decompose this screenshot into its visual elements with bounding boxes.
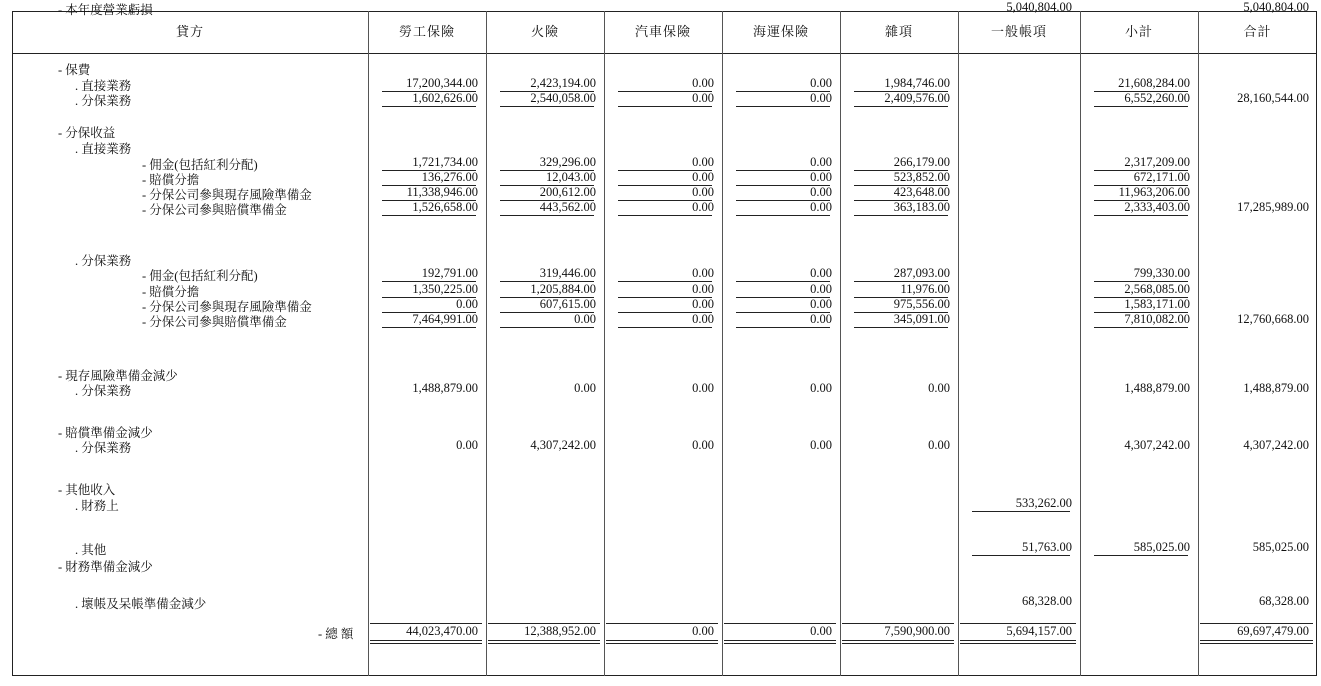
cell-total: 28,160,544.00 bbox=[1237, 91, 1309, 105]
cell-total: 4,307,242.00 bbox=[1243, 438, 1309, 452]
header-divider bbox=[12, 53, 1317, 54]
header-auto: 汽車保險 bbox=[634, 24, 691, 39]
cell-total: 68,328.00 bbox=[1259, 594, 1309, 608]
cell-underline bbox=[736, 106, 830, 107]
cell-fire: 607,615.00 bbox=[539, 297, 596, 311]
header-credit: 貸方 bbox=[175, 24, 204, 39]
header-fire: 火險 bbox=[530, 24, 559, 39]
total-double-underline bbox=[842, 640, 954, 644]
cell-underline bbox=[618, 106, 712, 107]
cell-auto: 0.00 bbox=[692, 438, 714, 452]
cell-auto: 0.00 bbox=[692, 297, 714, 311]
cell-labor: 17,200,344.00 bbox=[406, 76, 478, 90]
cell-fire: 4,307,242.00 bbox=[530, 438, 596, 452]
cell-general: 533,262.00 bbox=[1015, 496, 1072, 510]
cell-fire: 319,446.00 bbox=[539, 266, 596, 280]
cell-underline bbox=[1094, 327, 1188, 328]
row-label: . 分保業務 bbox=[75, 94, 132, 108]
cell-subtotal: 2,333,403.00 bbox=[1124, 200, 1190, 214]
cell-labor: 0.00 bbox=[456, 438, 478, 452]
cell-marine: 0.00 bbox=[810, 200, 832, 214]
cell-underline bbox=[382, 327, 476, 328]
cell-underline bbox=[1094, 106, 1188, 107]
cell-marine: 0.00 bbox=[810, 185, 832, 199]
row-label: - 保費 bbox=[58, 63, 91, 77]
row-label: - 分保公司參與現存風險準備金 bbox=[142, 300, 312, 314]
row-label: . 其他 bbox=[75, 543, 107, 557]
total-label: - 總 額 bbox=[318, 627, 354, 641]
row-label: - 現存風險準備金減少 bbox=[58, 369, 178, 383]
cell-labor: 1,526,658.00 bbox=[412, 200, 478, 214]
cell-total: 12,760,668.00 bbox=[1237, 312, 1309, 326]
total-total: 69,697,479.00 bbox=[1237, 624, 1309, 638]
cell-underline bbox=[1094, 555, 1188, 556]
cell-marine: 0.00 bbox=[810, 297, 832, 311]
cell-underline bbox=[382, 106, 476, 107]
total-fire: 12,388,952.00 bbox=[524, 624, 596, 638]
row-label: - 本年度營業虧損 bbox=[58, 3, 153, 17]
total-topline bbox=[606, 623, 718, 624]
cell-labor: 192,791.00 bbox=[421, 266, 478, 280]
cell-auto: 0.00 bbox=[692, 170, 714, 184]
header-misc: 雜項 bbox=[884, 24, 913, 39]
cell-auto: 0.00 bbox=[692, 282, 714, 296]
cell-auto: 0.00 bbox=[692, 266, 714, 280]
row-label: - 分保公司參與賠償準備金 bbox=[142, 203, 287, 217]
cell-marine: 0.00 bbox=[810, 76, 832, 90]
row-label: - 佣金(包括紅利分配) bbox=[142, 269, 258, 283]
cell-misc: 287,093.00 bbox=[893, 266, 950, 280]
row-label: . 分保業務 bbox=[75, 254, 132, 268]
column-divider bbox=[958, 11, 959, 676]
total-topline bbox=[1200, 623, 1313, 624]
row-label: - 佣金(包括紅利分配) bbox=[142, 158, 258, 172]
cell-misc: 523,852.00 bbox=[893, 170, 950, 184]
cell-fire: 0.00 bbox=[574, 312, 596, 326]
cell-marine: 0.00 bbox=[810, 266, 832, 280]
header-general: 一般帳項 bbox=[990, 24, 1047, 39]
row-label: - 賠償分擔 bbox=[142, 173, 200, 187]
cell-auto: 0.00 bbox=[692, 76, 714, 90]
cell-labor: 136,276.00 bbox=[421, 170, 478, 184]
cell-auto: 0.00 bbox=[692, 381, 714, 395]
cell-marine: 0.00 bbox=[810, 438, 832, 452]
cell-underline bbox=[618, 215, 712, 216]
total-topline bbox=[842, 623, 954, 624]
cell-general: 68,328.00 bbox=[1022, 594, 1072, 608]
cell-fire: 12,043.00 bbox=[546, 170, 596, 184]
cell-labor: 1,721,734.00 bbox=[412, 155, 478, 169]
cell-marine: 0.00 bbox=[810, 381, 832, 395]
header-subtotal: 小計 bbox=[1124, 24, 1153, 39]
row-label: - 賠償分擔 bbox=[142, 285, 200, 299]
column-divider bbox=[486, 11, 487, 676]
cell-misc: 345,091.00 bbox=[893, 312, 950, 326]
cell-underline bbox=[854, 215, 948, 216]
cell-subtotal: 6,552,260.00 bbox=[1124, 91, 1190, 105]
cell-misc: 0.00 bbox=[928, 438, 950, 452]
cell-underline bbox=[500, 106, 594, 107]
cell-fire: 329,296.00 bbox=[539, 155, 596, 169]
cell-auto: 0.00 bbox=[692, 200, 714, 214]
cell-fire: 2,423,194.00 bbox=[530, 76, 596, 90]
cell-subtotal: 799,330.00 bbox=[1133, 266, 1190, 280]
cell-underline bbox=[972, 555, 1070, 556]
header-labor: 勞工保險 bbox=[398, 24, 455, 39]
row-label: . 分保業務 bbox=[75, 441, 132, 455]
cell-labor: 1,350,225.00 bbox=[412, 282, 478, 296]
total-topline bbox=[960, 623, 1076, 624]
cell-underline bbox=[854, 327, 948, 328]
row-label: . 壞帳及呆帳準備金減少 bbox=[75, 597, 207, 611]
cell-underline bbox=[854, 106, 948, 107]
total-labor: 44,023,470.00 bbox=[406, 624, 478, 638]
total-general: 5,694,157.00 bbox=[1006, 624, 1072, 638]
cell-labor: 11,338,946.00 bbox=[406, 185, 478, 199]
cell-misc: 423,648.00 bbox=[893, 185, 950, 199]
total-double-underline bbox=[370, 640, 482, 644]
row-label: - 分保公司參與賠償準備金 bbox=[142, 315, 287, 329]
row-label: - 分保公司參與現存風險準備金 bbox=[142, 188, 312, 202]
column-divider bbox=[604, 11, 605, 676]
total-double-underline bbox=[1200, 640, 1313, 644]
cell-labor: 7,464,991.00 bbox=[412, 312, 478, 326]
row-label: - 分保收益 bbox=[58, 126, 116, 140]
row-label: - 財務準備金減少 bbox=[58, 560, 153, 574]
cell-misc: 11,976.00 bbox=[900, 282, 950, 296]
cell-underline bbox=[618, 327, 712, 328]
cell-total: 17,285,989.00 bbox=[1237, 200, 1309, 214]
cell-misc: 0.00 bbox=[928, 381, 950, 395]
cell-total: 585,025.00 bbox=[1252, 540, 1309, 554]
cell-misc: 1,984,746.00 bbox=[884, 76, 950, 90]
column-divider bbox=[1198, 11, 1199, 676]
row-label: - 其他收入 bbox=[58, 483, 116, 497]
cell-fire: 2,540,058.00 bbox=[530, 91, 596, 105]
cell-labor: 0.00 bbox=[456, 297, 478, 311]
total-double-underline bbox=[606, 640, 718, 644]
total-marine: 0.00 bbox=[810, 624, 832, 638]
column-divider bbox=[840, 11, 841, 676]
total-topline bbox=[724, 623, 836, 624]
cell-auto: 0.00 bbox=[692, 91, 714, 105]
cell-misc: 363,183.00 bbox=[893, 200, 950, 214]
cell-misc: 975,556.00 bbox=[893, 297, 950, 311]
cell-marine: 0.00 bbox=[810, 312, 832, 326]
cell-fire: 0.00 bbox=[574, 381, 596, 395]
column-divider bbox=[1080, 11, 1081, 676]
cell-misc: 2,409,576.00 bbox=[884, 91, 950, 105]
cell-subtotal: 672,171.00 bbox=[1133, 170, 1190, 184]
cell-fire: 443,562.00 bbox=[539, 200, 596, 214]
total-auto: 0.00 bbox=[692, 624, 714, 638]
cell-general: 51,763.00 bbox=[1022, 540, 1072, 554]
cell-underline bbox=[736, 327, 830, 328]
cell-subtotal: 21,608,284.00 bbox=[1118, 76, 1190, 90]
cell-marine: 0.00 bbox=[810, 282, 832, 296]
cell-marine: 0.00 bbox=[810, 91, 832, 105]
cell-total: 1,488,879.00 bbox=[1243, 381, 1309, 395]
cell-underline bbox=[736, 215, 830, 216]
cell-underline bbox=[972, 511, 1070, 512]
cell-underline bbox=[1094, 215, 1188, 216]
total-double-underline bbox=[724, 640, 836, 644]
cell-labor: 1,488,879.00 bbox=[412, 381, 478, 395]
header-marine: 海運保險 bbox=[752, 24, 809, 39]
total-topline bbox=[488, 623, 600, 624]
cell-marine: 0.00 bbox=[810, 155, 832, 169]
total-double-underline bbox=[960, 640, 1076, 644]
cell-fire: 1,205,884.00 bbox=[530, 282, 596, 296]
column-divider bbox=[368, 11, 369, 676]
cell-subtotal: 2,568,085.00 bbox=[1124, 282, 1190, 296]
cell-total: 5,040,804.00 bbox=[1243, 0, 1309, 14]
cell-subtotal: 1,583,171.00 bbox=[1124, 297, 1190, 311]
total-double-underline bbox=[488, 640, 600, 644]
cell-subtotal: 585,025.00 bbox=[1133, 540, 1190, 554]
cell-fire: 200,612.00 bbox=[539, 185, 596, 199]
column-divider bbox=[722, 11, 723, 676]
ledger-table bbox=[12, 11, 1317, 676]
cell-general: 5,040,804.00 bbox=[1006, 0, 1072, 14]
cell-subtotal: 11,963,206.00 bbox=[1118, 185, 1190, 199]
header-total: 合計 bbox=[1243, 24, 1272, 39]
total-misc: 7,590,900.00 bbox=[884, 624, 950, 638]
cell-subtotal: 4,307,242.00 bbox=[1124, 438, 1190, 452]
cell-misc: 266,179.00 bbox=[893, 155, 950, 169]
total-topline bbox=[370, 623, 482, 624]
cell-underline bbox=[382, 215, 476, 216]
cell-subtotal: 1,488,879.00 bbox=[1124, 381, 1190, 395]
row-label: . 財務上 bbox=[75, 499, 119, 513]
cell-subtotal: 7,810,082.00 bbox=[1124, 312, 1190, 326]
cell-underline bbox=[500, 215, 594, 216]
row-label: - 賠償準備金減少 bbox=[58, 426, 153, 440]
cell-auto: 0.00 bbox=[692, 185, 714, 199]
row-label: . 直接業務 bbox=[75, 79, 132, 93]
cell-marine: 0.00 bbox=[810, 170, 832, 184]
cell-subtotal: 2,317,209.00 bbox=[1124, 155, 1190, 169]
row-label: . 分保業務 bbox=[75, 384, 132, 398]
cell-auto: 0.00 bbox=[692, 312, 714, 326]
cell-underline bbox=[500, 327, 594, 328]
row-label: . 直接業務 bbox=[75, 142, 132, 156]
cell-labor: 1,602,626.00 bbox=[412, 91, 478, 105]
cell-auto: 0.00 bbox=[692, 155, 714, 169]
